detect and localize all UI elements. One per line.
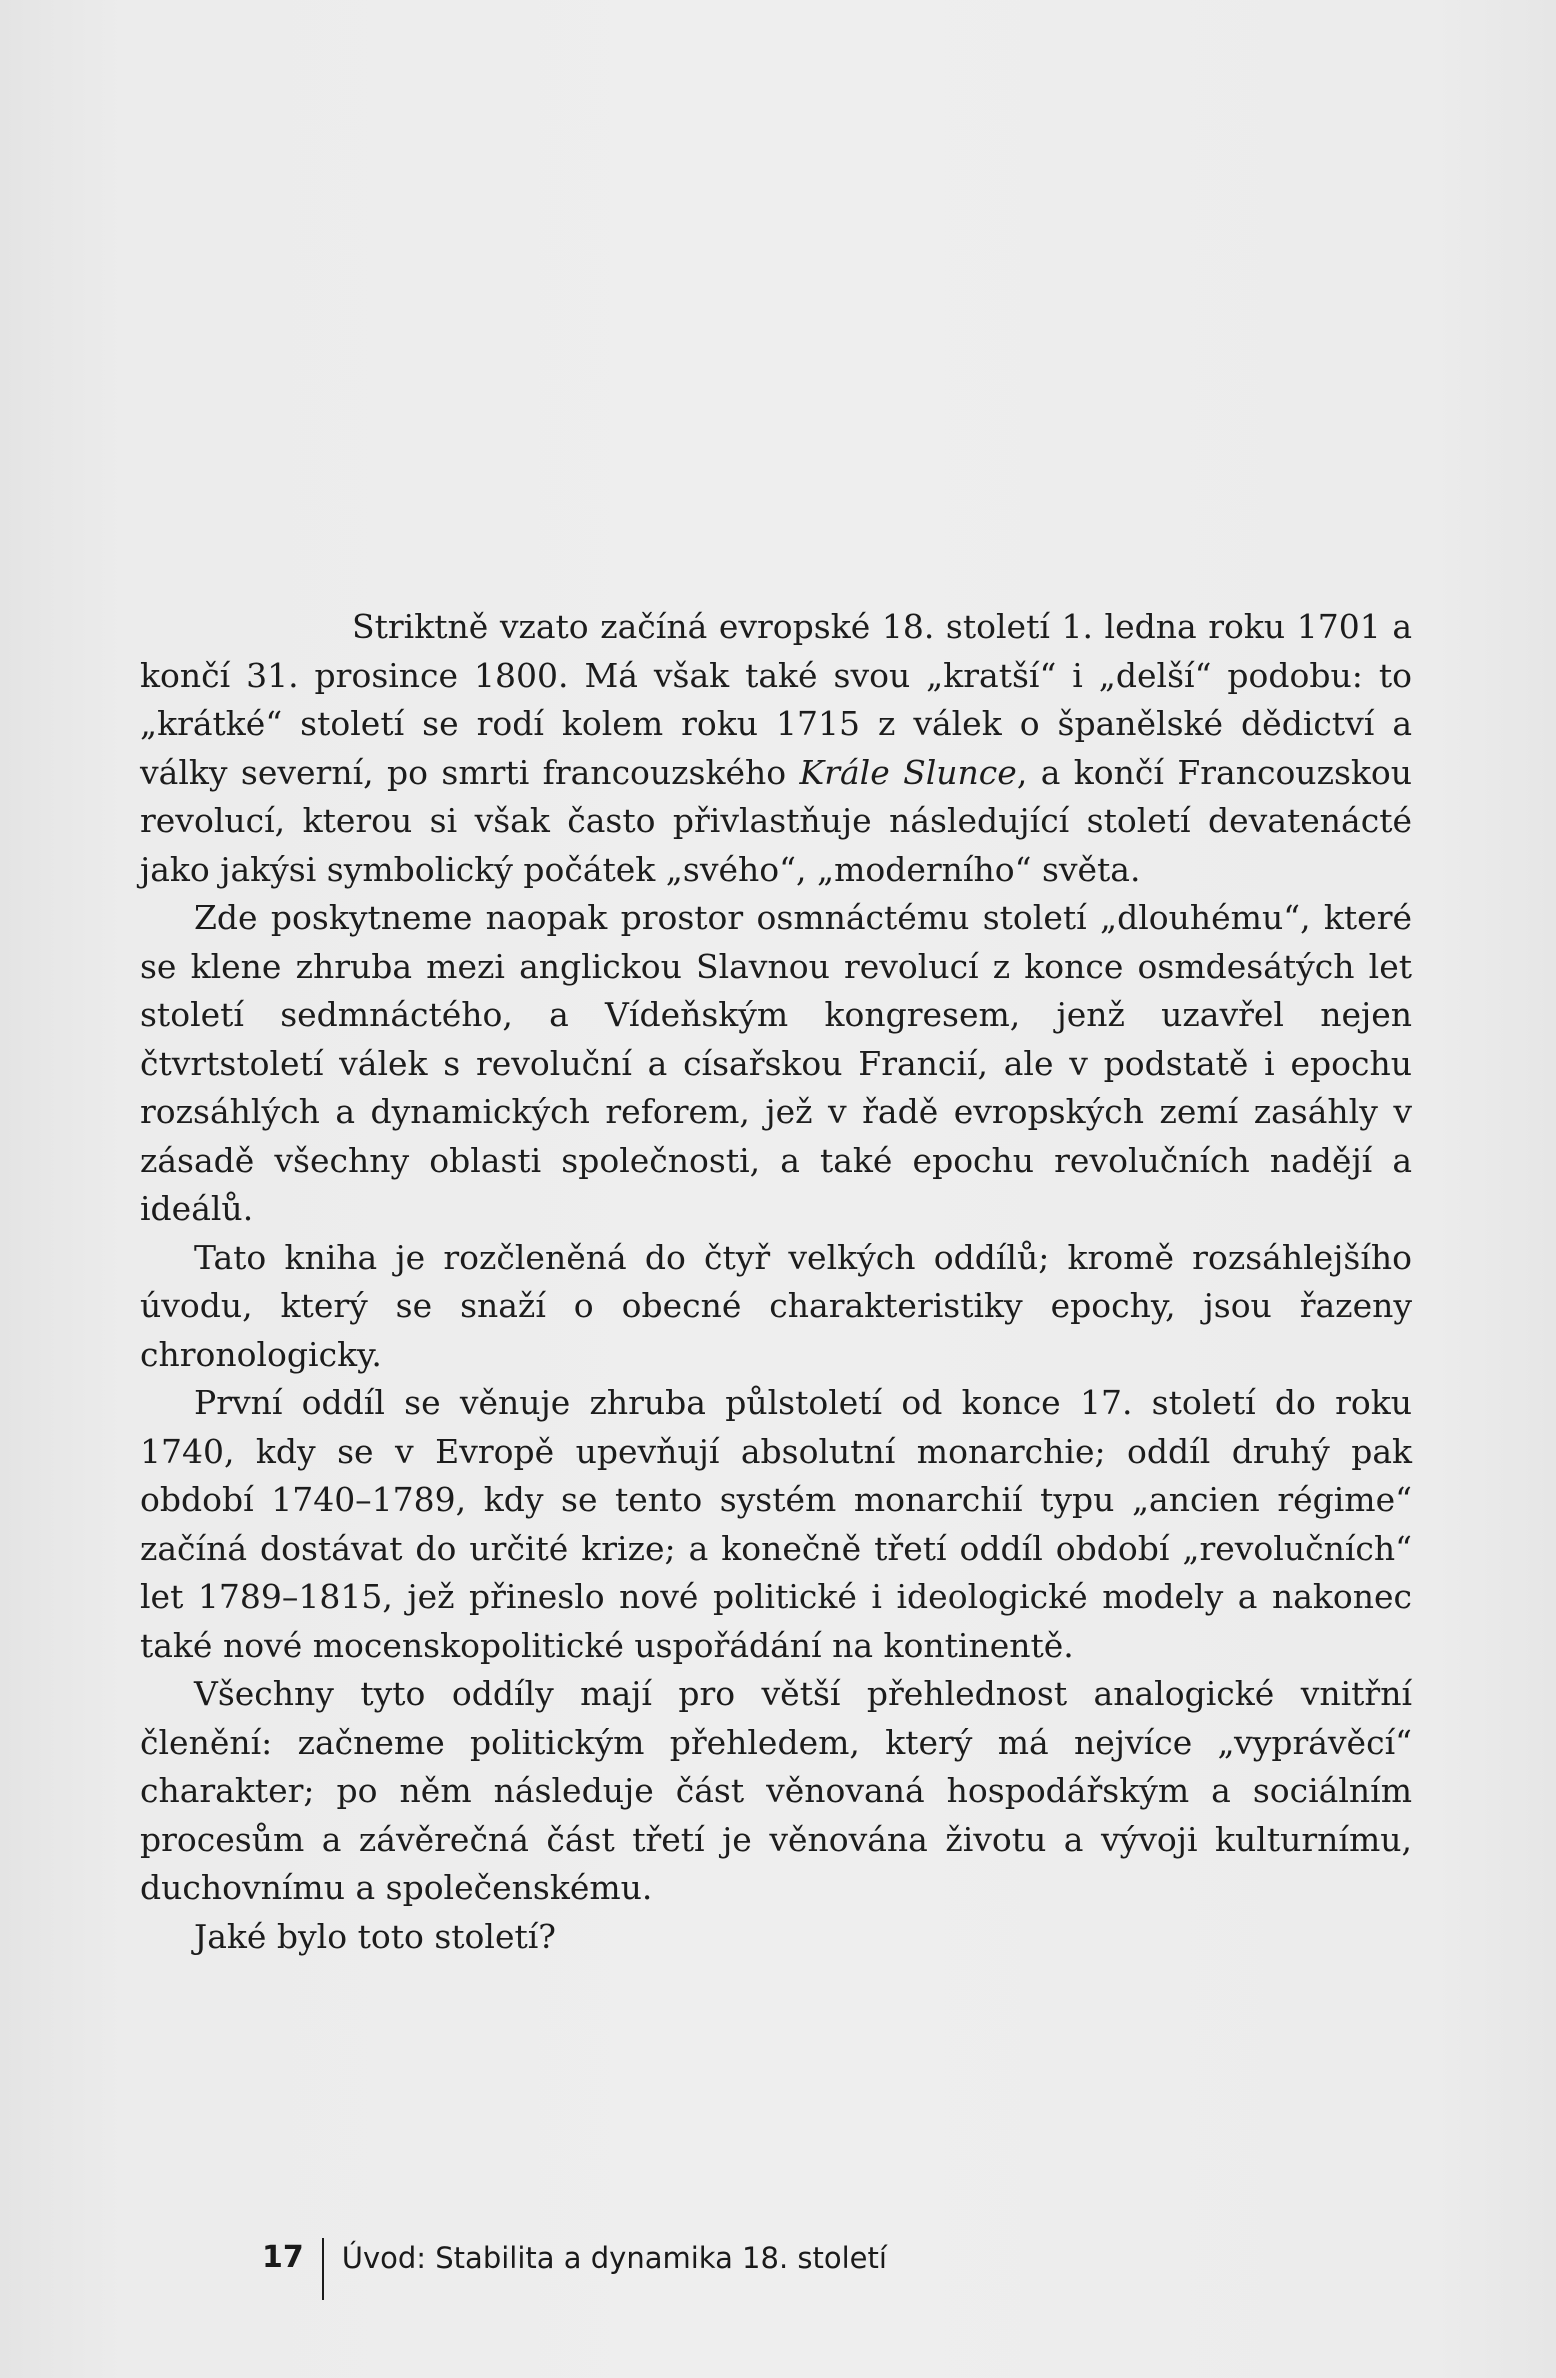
footer-divider — [322, 2238, 324, 2300]
paragraph-4: První oddíl se věnuje zhruba půlstoletí od konce 17. století do roku 1740, kdy se v Evropě upevňují absolutní monarchie; oddíl druhý pak období 1740–1789, kdy se tento systém monarchií typu „ancien régime“ začíná dostávat do určité krize; a konečně třetí oddíl období „revolučních“ let 1789–1815, jež přineslo nové politické i ideologické modely a nakonec také nové mocenskopolitické uspořádání na kontinentě. — [140, 1383, 1412, 1665]
paragraph-1-text-end: , a končí Francouzskou revolucí, kterou si však často přivlastňuje následující století devatenácté jako jakýsi symbolický počátek „svého“, „moderního“ světa. — [140, 752, 1413, 889]
paragraph-3: Tato kniha je rozčleněná do čtyř velkých oddílů; kromě rozsáhlejšího úvodu, který se snaží o obecné charakteristiky epochy, jsou řazeny chronologicky. — [140, 1237, 1412, 1374]
body-text — [140, 603, 1412, 1961]
paragraph-5: Všechny tyto oddíly mají pro větší přehlednost analogické vnitřní členění: začneme politickým přehledem, který má nejvíce „vyprávěcí“ charakter; po něm následuje část věnovaná hospodářským a sociálním procesům a závěrečná část třetí je věnována životu a vývoji kulturnímu, duchovnímu a společenskému. — [140, 1674, 1412, 1907]
page-footer — [262, 2232, 887, 2296]
paragraph-6: Jaké bylo toto století? — [194, 1916, 557, 1956]
running-head: Úvod: Stabilita a dynamika 18. století — [341, 2241, 887, 2275]
paragraph-2: Zde poskytneme naopak prostor osmnáctému století „dlouhému“, které se klene zhruba mezi anglickou Slavnou revolucí z konce osmdesátých let století sedmnáctého, a Vídeňským kongresem, jenž uzavřel nejen čtvrtstoletí válek s revoluční a císařskou Francií, ale v podstatě i epochu rozsáhlých a dynamických reforem, jež v řadě evropských zemí zasáhly v zásadě všechny oblasti společnosti, a také epochu revolučních nadějí a ideálů. — [140, 898, 1412, 1228]
paragraph-1-text-start: Striktně vzato začíná evropské 18. století 1. ledna roku 1701 a končí 31. prosince 1800. Má však také svou „kratší“ i „delší“ podobu: to „krátké“ století se rodí kolem roku 1715 z válek o španělské dědictví a války severní, po smrti francouzského — [140, 607, 1412, 792]
italic-term: Krále Slunce — [799, 752, 1017, 792]
page-number: 17 — [262, 2240, 304, 2275]
paragraph-1 — [140, 603, 1412, 894]
